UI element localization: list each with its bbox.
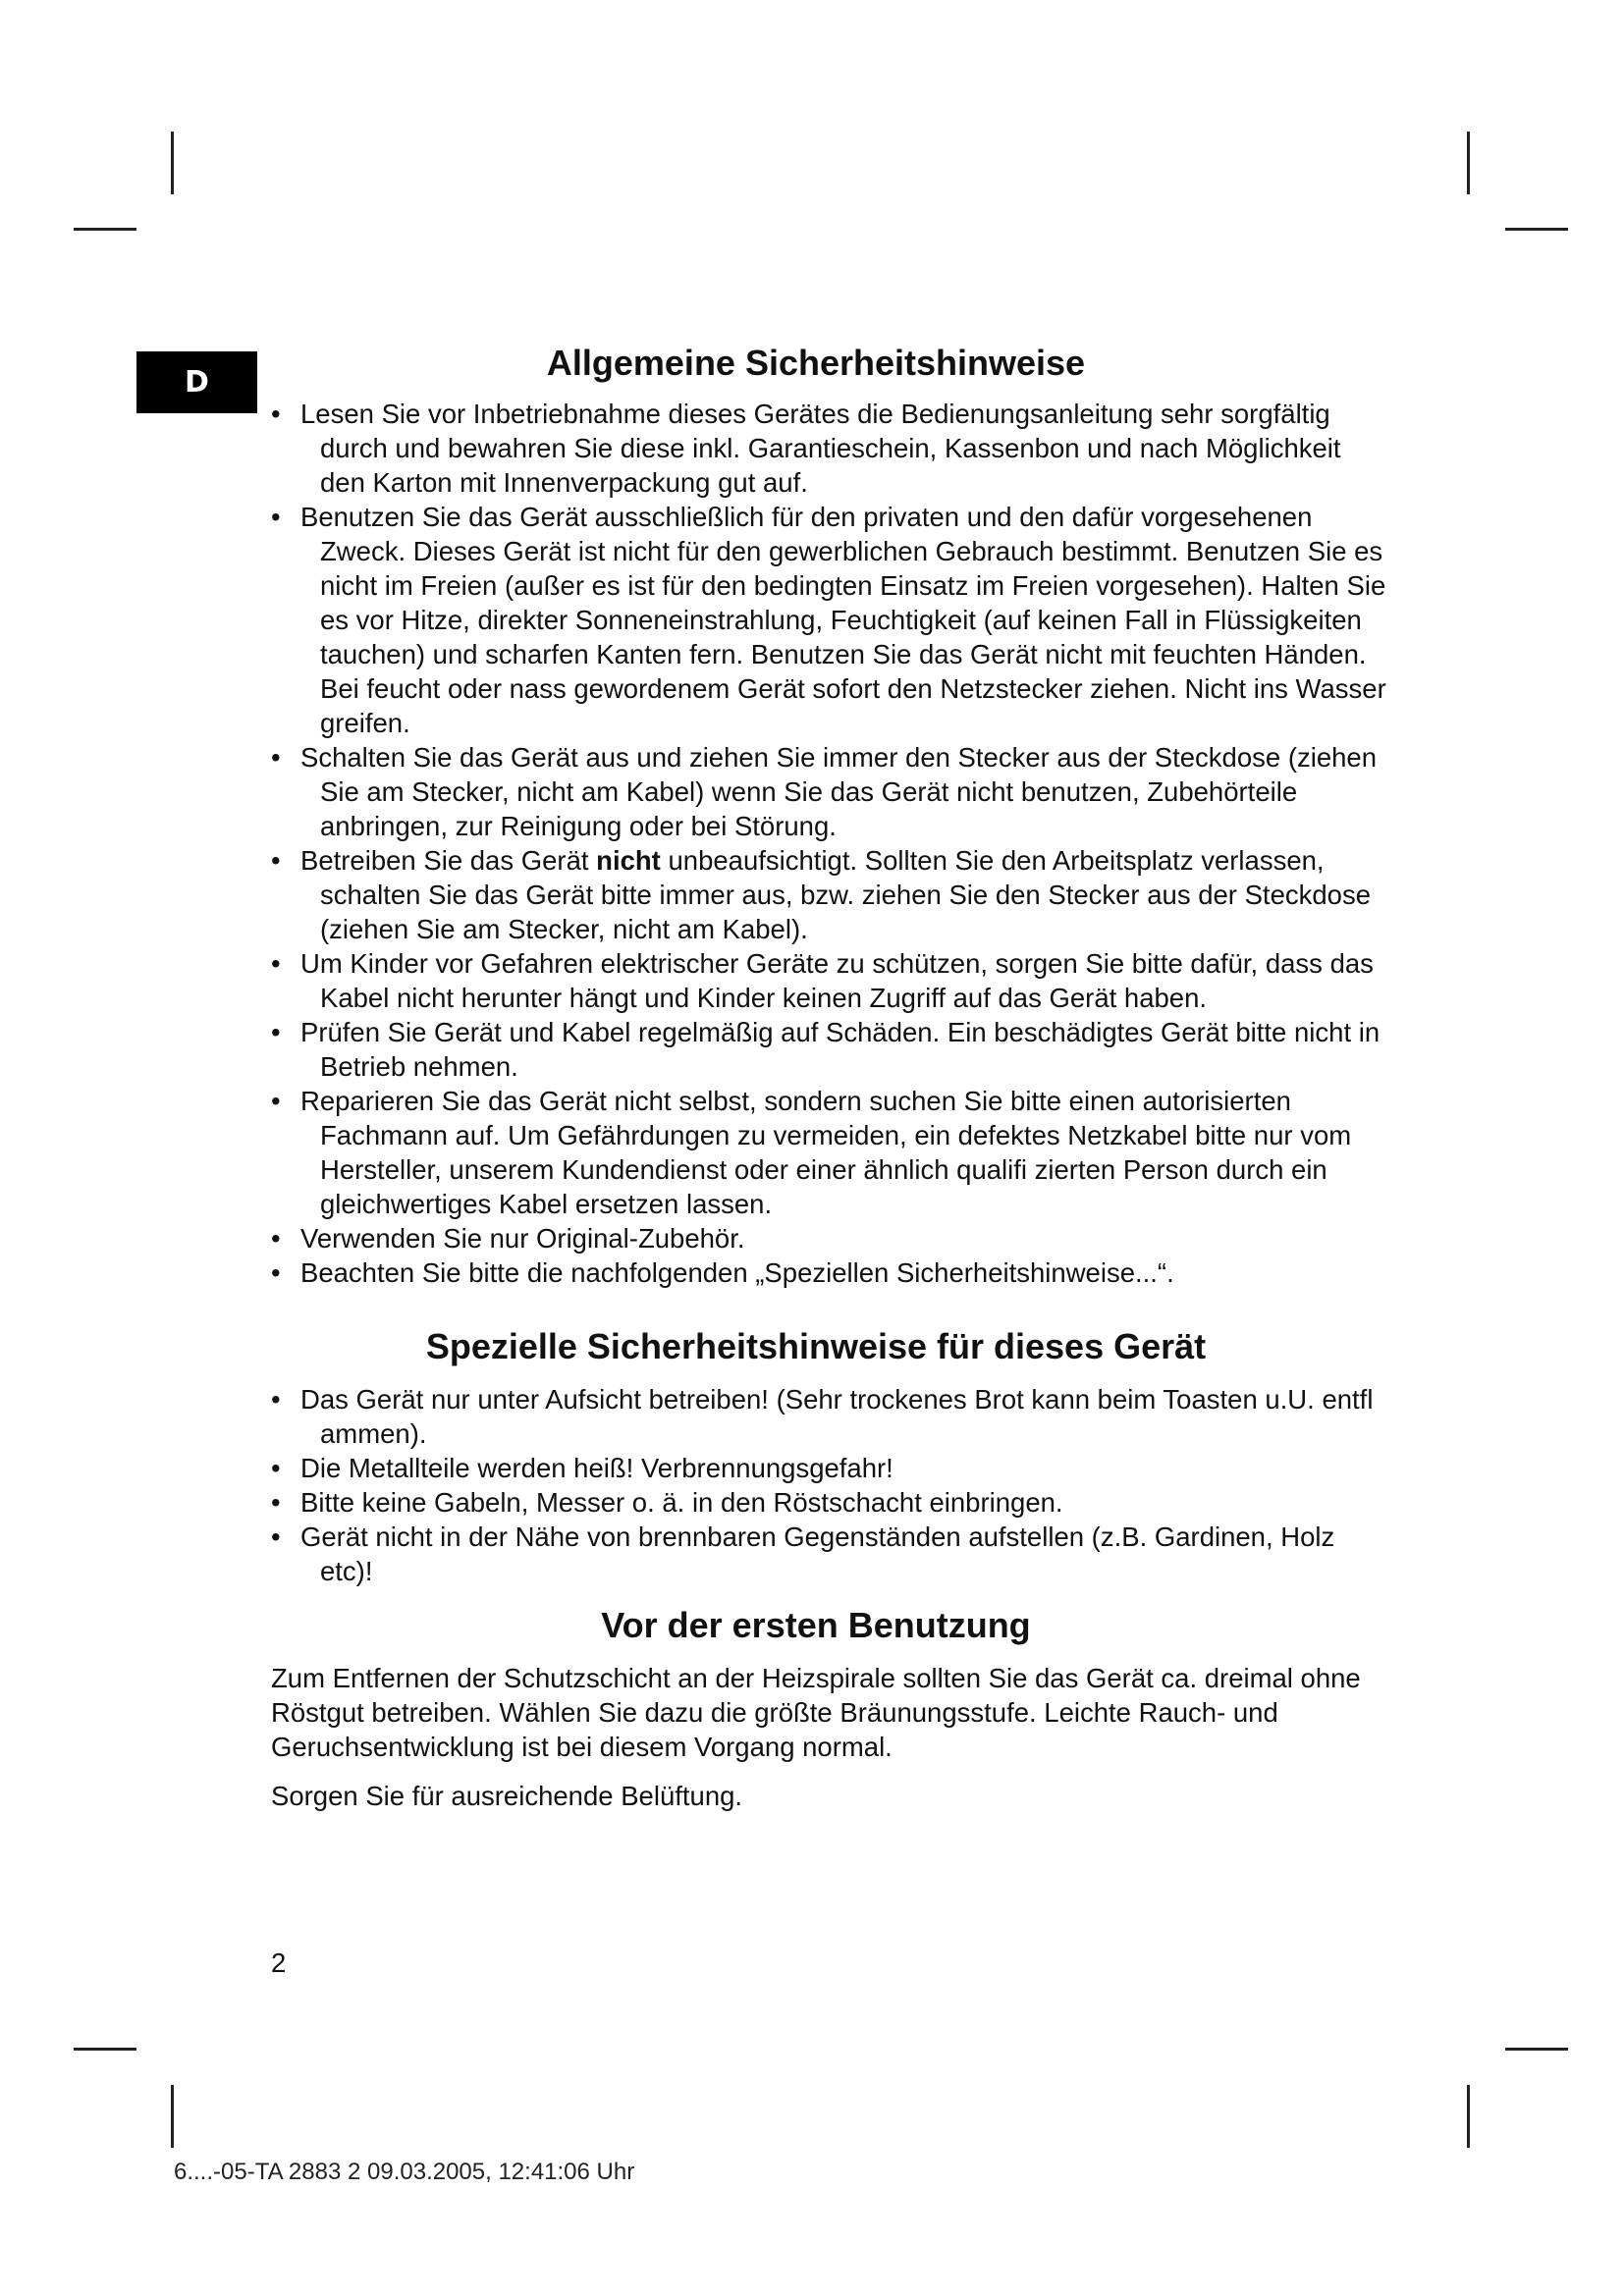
list-item: • Benutzen Sie das Gerät ausschließlich für den privaten und den dafür vorgesehenen Zweck. Dieses Gerät ist nicht für den gewerblichen Gebrauch bestimmt. Benutzen Sie es nicht im Freien (außer es ist für den bedingten Einsatz im Freien vorgesehen). Halten Sie es vor Hitze, direkter Sonneneinstrahlung, Feuchtigkeit (auf keinen Fall in Flüssigkeiten tauchen) und scharfen Kanten fern. Benutzen Sie das Gerät nicht mit feuchten Händen. Bei feucht oder nass gewordenem Gerät sofort den Netzstecker ziehen. Nicht ins Wasser greifen. (271, 500, 1390, 740)
section-title-first-use: Vor der ersten Benutzung (601, 1605, 1031, 1645)
list-item: • Schalten Sie das Gerät aus und ziehen Sie immer den Stecker aus der Steckdose (ziehen Sie am Stecker, nicht am Kabel) wenn Sie das Gerät nicht benutzen, Zubehörteile anbringen, zur Reinigung oder bei Störung. (271, 740, 1390, 843)
crop-mark-bottom-left-vertical (171, 2085, 174, 2148)
list-item: • Lesen Sie vor Inbetriebnahme dieses Gerätes die Bedienungsanleitung sehr sorgfältig durch und bewahren Sie diese inkl. Garantieschein, Kassenbon und nach Möglichkeit den Karton mit Innenverpackung gut auf. (271, 397, 1390, 500)
crop-mark-top-left-horizontal (74, 228, 136, 231)
list-item: • Verwenden Sie nur Original-Zubehör. (271, 1221, 1390, 1255)
language-tab: D (136, 351, 257, 413)
list-item (271, 843, 1390, 946)
list-item: • Die Metallteile werden heiß! Verbrennungsgefahr! (271, 1451, 1390, 1485)
list-item: • Prüfen Sie Gerät und Kabel regelmäßig auf Schäden. Ein beschädigtes Gerät bitte nicht in Betrieb nehmen. (271, 1015, 1390, 1084)
document-body (271, 342, 1390, 1813)
crop-mark-top-right-vertical (1467, 132, 1470, 194)
print-footer: 6....-05-TA 2883 2 09.03.2005, 12:41:06 Uhr (174, 2159, 635, 2185)
list-item: • Bitte keine Gabeln, Messer o. ä. in den Röstschacht einbringen. (271, 1485, 1390, 1520)
crop-mark-bottom-left-horizontal (74, 2048, 136, 2051)
list-item: • Beachten Sie bitte die nachfolgenden „Speziellen Sicherheitshinweise...“. (271, 1255, 1390, 1290)
section-title-general: Allgemeine Sicherheitshinweise (546, 343, 1086, 383)
special-safety-list (271, 1382, 1390, 1588)
general-safety-list (271, 397, 1390, 1290)
list-item: • Reparieren Sie das Gerät nicht selbst, sondern suchen Sie bitte einen autorisierten Fachmann auf. Um Gefährdungen zu vermeiden, ein defektes Netzkabel bitte nur vom Hersteller, unserem Kundendienst oder einer ähnlich qualifi zierten Person durch ein gleichwertiges Kabel ersetzen lassen. (271, 1084, 1390, 1221)
first-use-paragraph: Zum Entfernen der Schutzschicht an der Heizspirale sollten Sie das Gerät ca. dreimal ohne Röstgut betreiben. Wählen Sie dazu die größte Bräunungsstufe. Leichte Rauch- und Geruchsentwicklung ist bei diesem Vorgang normal. (271, 1663, 1361, 1762)
list-item: • Um Kinder vor Gefahren elektrischer Geräte zu schützen, sorgen Sie bitte dafür, dass das Kabel nicht herunter hängt und Kinder keinen Zugriff auf das Gerät haben. (271, 946, 1390, 1015)
item-text-after: unbeaufsichtigt. Sollten Sie den Arbeitsplatz verlassen, schalten Sie das Gerät bitte immer aus, bzw. ziehen Sie den Stecker aus der Steckdose (ziehen Sie am Stecker, nicht am Kabel). (320, 845, 1372, 944)
section-title-special: Spezielle Sicherheitshinweise für dieses Gerät (425, 1326, 1207, 1366)
crop-mark-top-left-vertical (171, 132, 174, 194)
list-item: • Gerät nicht in der Nähe von brennbaren Gegenständen aufstellen (z.B. Gardinen, Holz etc)! (271, 1520, 1390, 1588)
crop-mark-bottom-right-vertical (1467, 2085, 1470, 2148)
item-text-bold: nicht (596, 845, 661, 876)
page-number: 2 (271, 1948, 287, 1978)
crop-mark-top-right-horizontal (1505, 228, 1568, 231)
crop-mark-bottom-right-horizontal (1505, 2048, 1568, 2051)
list-item: • Das Gerät nur unter Aufsicht betreiben! (Sehr trockenes Brot kann beim Toasten u.U. entfl ammen). (271, 1382, 1390, 1451)
item-text-before: Betreiben Sie das Gerät (300, 845, 597, 876)
first-use-paragraph: Sorgen Sie für ausreichende Belüftung. (271, 1781, 743, 1811)
